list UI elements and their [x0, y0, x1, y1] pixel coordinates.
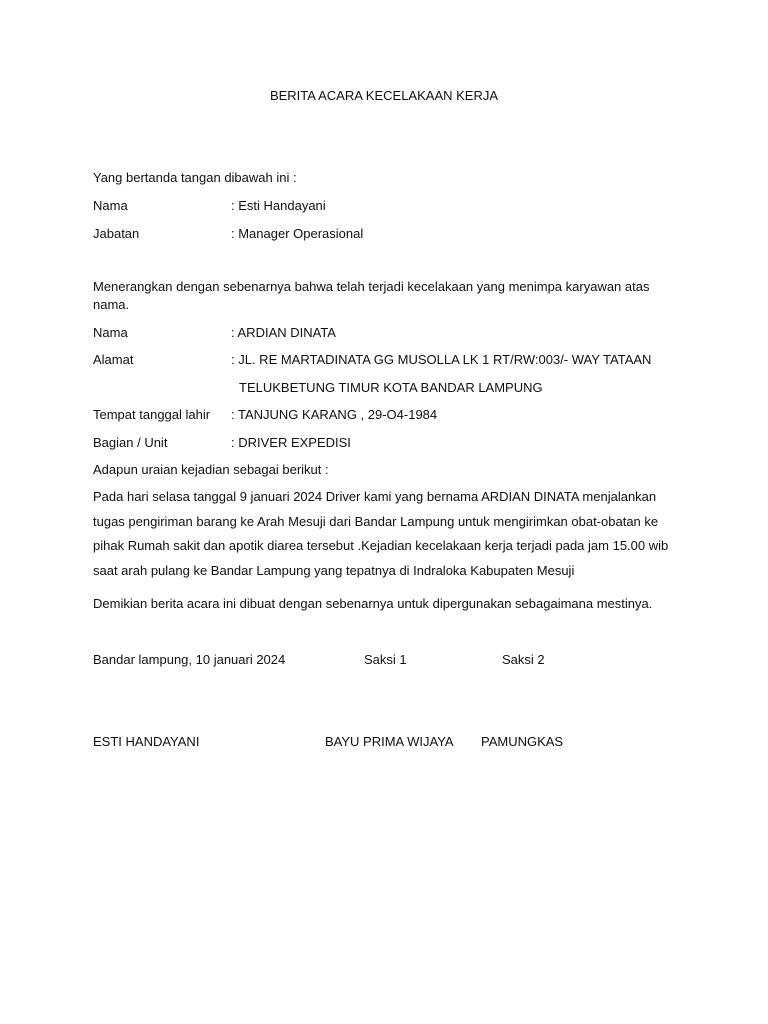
intro-text: Yang bertanda tangan dibawah ini :	[93, 170, 297, 185]
document-title: BERITA ACARA KECELAKAAN KERJA	[269, 88, 499, 103]
incident-line-2: tugas pengiriman barang ke Arah Mesuji dari Bandar Lampung untuk mengirimkan obat-obatan ke	[93, 514, 659, 529]
employee-address-value-1: : JL. RE MARTADINATA GG MUSOLLA LK 1 RT/RW:003/- WAY TATAAN	[231, 352, 652, 367]
signer-name-label: Nama	[93, 198, 128, 213]
employee-birth-value: : TANJUNG KARANG , 29-O4-1984	[231, 407, 438, 422]
incident-line-3: pihak Rumah sakit dan apotik diarea tersebut .Kejadian kecelakaan kerja terjadi pada jam 15.00 wib	[93, 538, 669, 553]
signer-position-label: Jabatan	[93, 226, 140, 241]
employee-name-label: Nama	[93, 325, 128, 340]
statement-line-1: Menerangkan dengan sebenarnya bahwa telah terjadi kecelakaan yang menimpa karyawan atas	[93, 279, 650, 294]
employee-address-label: Alamat	[93, 352, 134, 367]
signer-position-value: : Manager Operasional	[231, 226, 364, 241]
employee-birth-label: Tempat tanggal lahir	[93, 407, 211, 422]
statement-line-2: nama.	[93, 297, 130, 312]
employee-address-value-2: TELUKBETUNG TIMUR KOTA BANDAR LAMPUNG	[239, 380, 543, 395]
signer-signature-name: ESTI HANDAYANI	[93, 734, 200, 749]
employee-name-value: : ARDIAN DINATA	[231, 325, 336, 340]
place-date: Bandar lampung, 10 januari 2024	[93, 652, 286, 667]
witness-2-signature-name: PAMUNGKAS	[481, 734, 564, 749]
witness-1-signature-name: BAYU PRIMA WIJAYA	[325, 734, 454, 749]
incident-intro: Adapun uraian kejadian sebagai berikut :	[93, 462, 329, 477]
employee-unit-value: : DRIVER EXPEDISI	[231, 435, 351, 450]
witness-1-label: Saksi 1	[364, 652, 407, 667]
employee-unit-label: Bagian / Unit	[93, 435, 168, 450]
witness-2-label: Saksi 2	[502, 652, 545, 667]
signer-name-value: : Esti Handayani	[231, 198, 326, 213]
closing-text: Demikian berita acara ini dibuat dengan sebenarnya untuk dipergunakan sebagaimana mestinya.	[93, 596, 653, 611]
incident-line-4: saat arah pulang ke Bandar Lampung yang tepatnya di Indraloka Kabupaten Mesuji	[93, 563, 575, 578]
incident-line-1: Pada hari selasa tanggal 9 januari 2024 Driver kami yang bernama ARDIAN DINATA menjalankan	[93, 489, 657, 504]
